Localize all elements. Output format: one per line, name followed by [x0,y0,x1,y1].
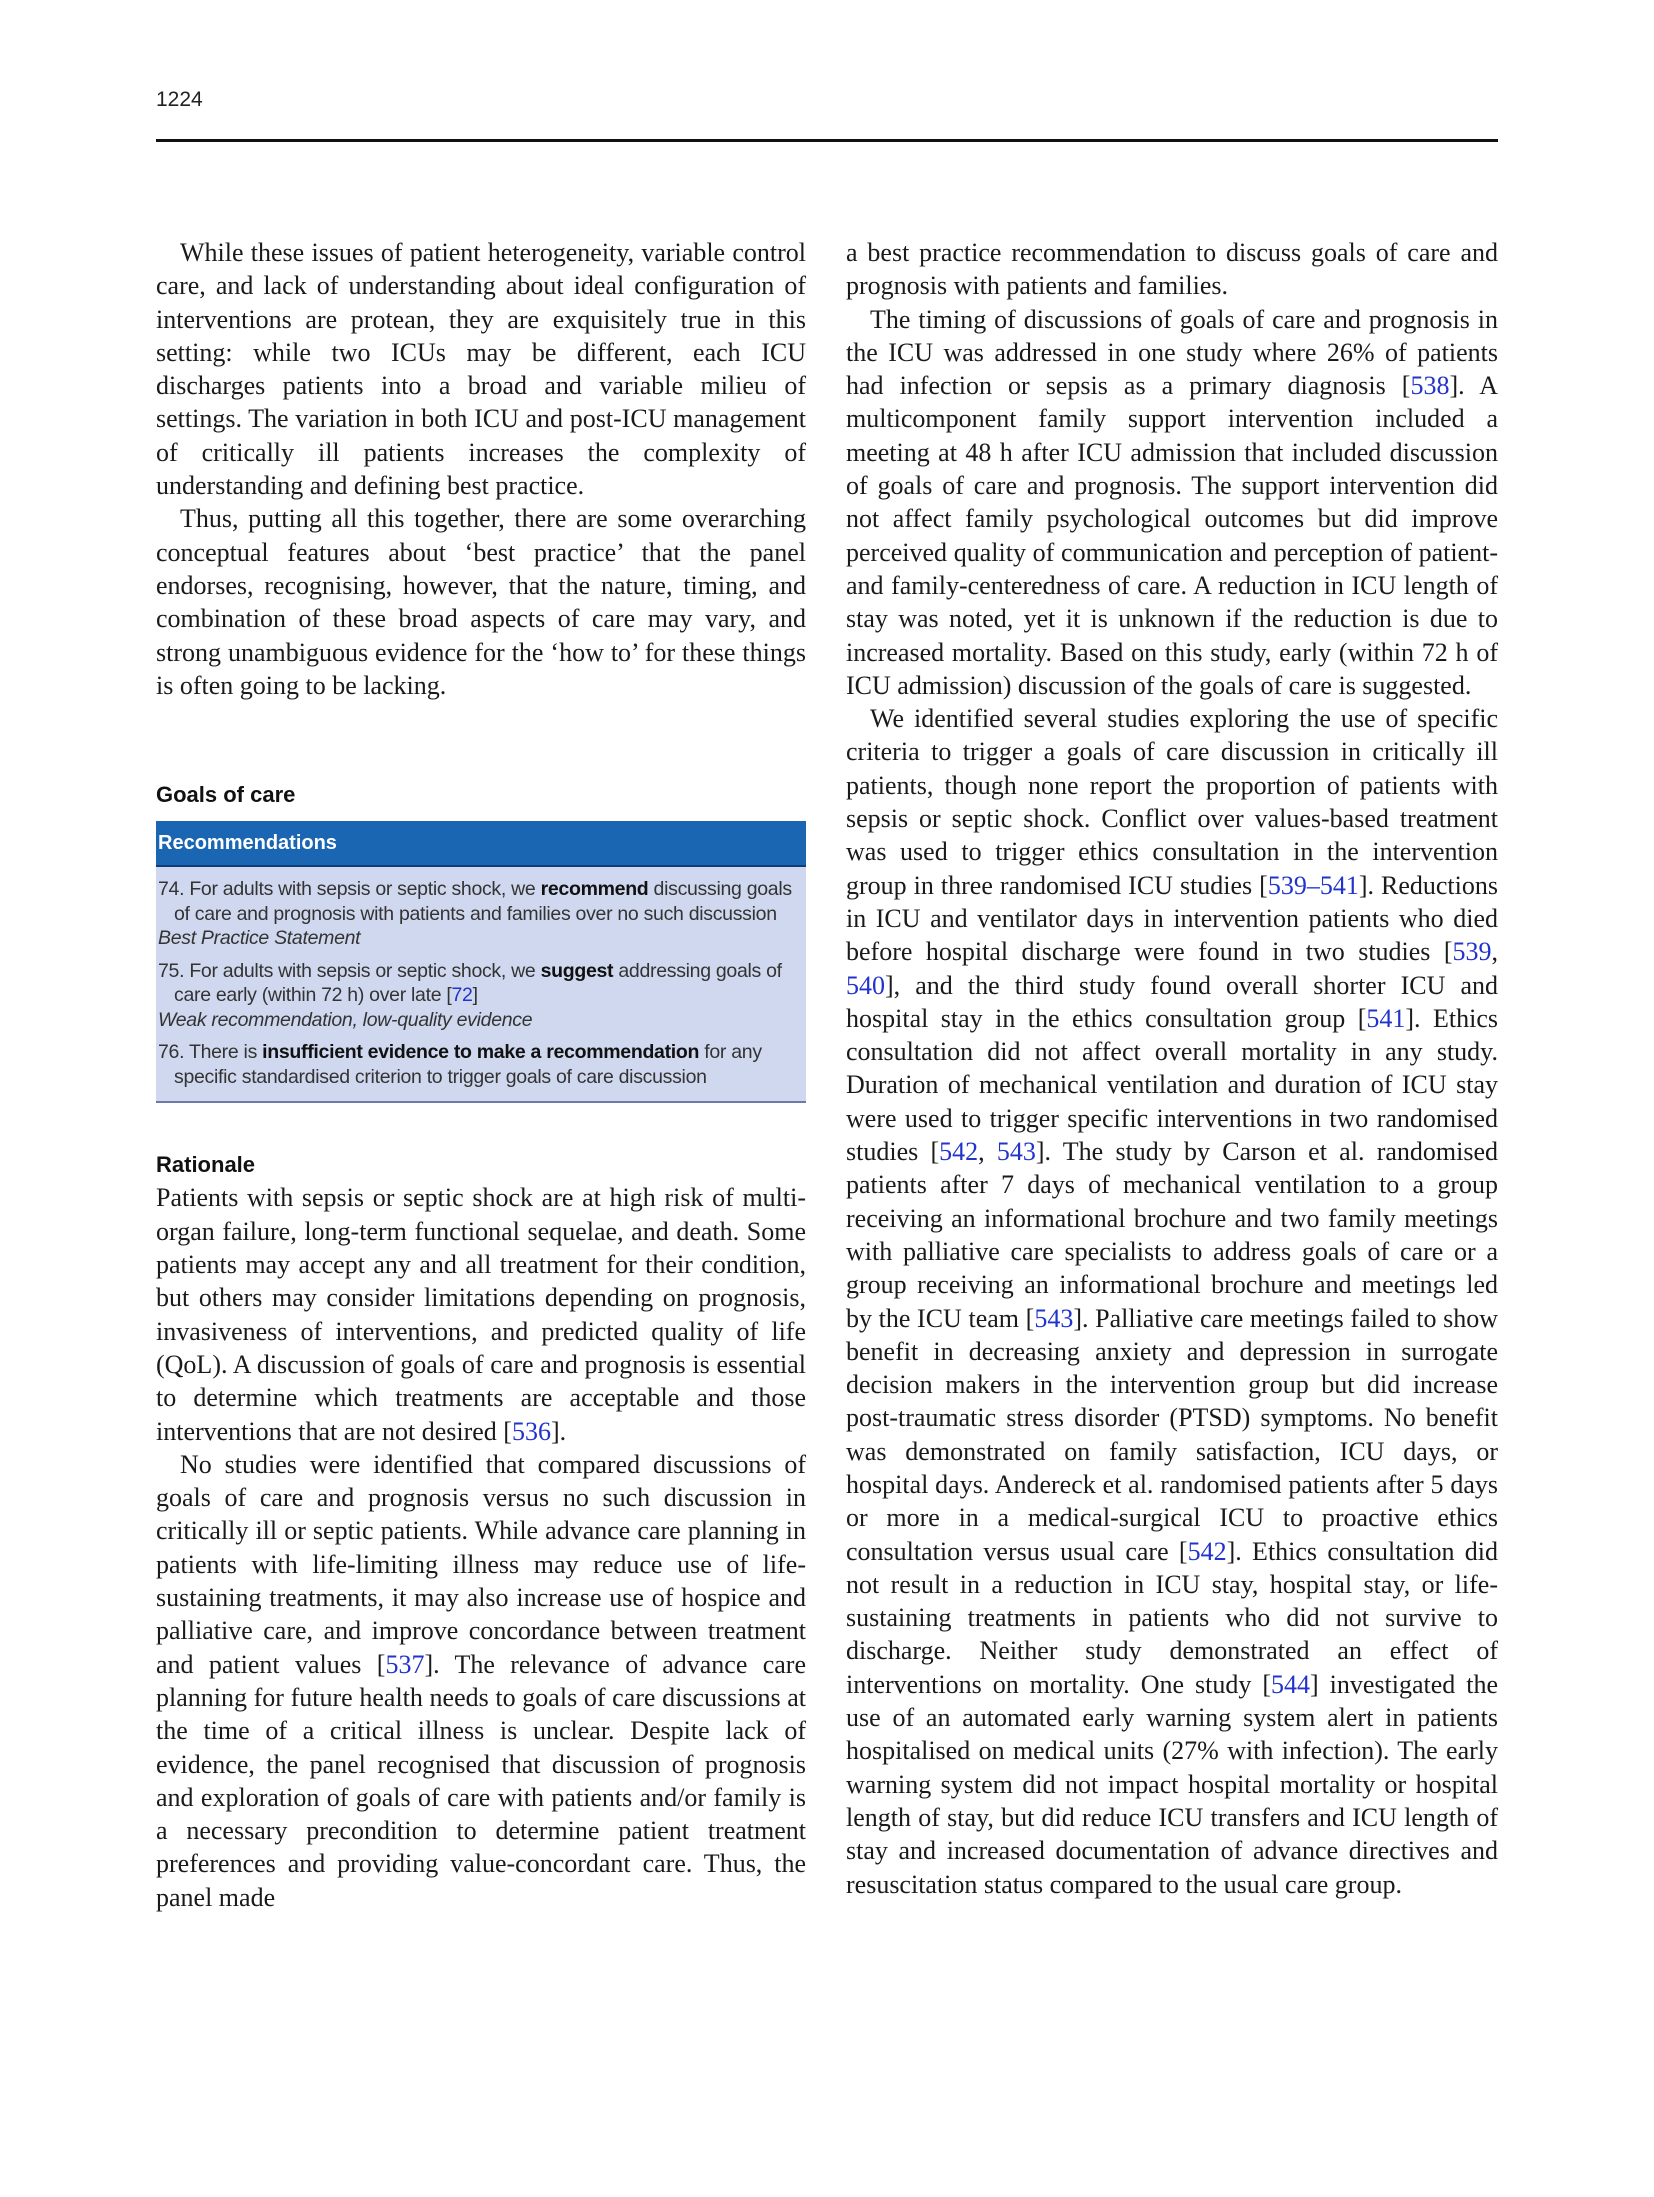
citation-link[interactable]: 539–541 [1267,870,1359,900]
citation-link[interactable]: 541 [1366,1003,1406,1033]
citation-link[interactable]: 542 [1187,1536,1227,1566]
right-paragraph-2: The timing of discussions of goals of care and prognosis in the ICU was addressed in one study where 26% of patients had infection or sepsis as a primary diagnosis [538]. A multicomponent family support intervention included a meeting at 48 h after ICU admission that included discussion of goals of care and prognosis. The support intervention did not affect family psychological outcomes but did improve perceived quality of communication and perception of patient- and family-centeredness of care. A reduction in ICU length of stay was noted, yet it is unknown if the reduction is due to increased mortality. Based on this study, early (within 72 h of ICU admission) discussion of the goals of care is suggested. [846,304,1499,700]
citation-link[interactable]: 539 [1452,937,1492,967]
recommendation-text: 75. For adults with sepsis or septic shock, we suggest addressing goals of care early (within 72 h) over late [72] [158,959,782,1007]
intro-paragraph-1: While these issues of patient heterogeneity, variable control care, and lack of understanding about ideal configuration of interventions are protean, they are exquisitely true in this setting: while two ICUs may be different, each ICU discharges patients into a broad and variable milieu of settings. The variation in both ICU and post-ICU management of critically ill patients increases the complexity of understanding and defining best practice. [156,238,806,501]
recommendation-76 [158,1040,802,1089]
citation-link[interactable]: 537 [385,1649,425,1679]
citation-link[interactable]: 544 [1271,1669,1311,1699]
right-paragraph-3: We identified several studies exploring the use of specific criteria to trigger a goals of care discussion in critically ill patients, though none report the proportion of patients with sepsis or septic shock. Conflict over values-based treatment was used to trigger ethics consultation in the intervention group in three randomised ICU studies [539–541]. Reductions in ICU and ventilator days in intervention patients who died before hospital discharge were found in two studies [539, 540], and the third study found overall shorter ICU and hospital stay in the ethics consultation group [541]. Ethics consultation did not affect overall mortality in any study. Duration of mechanical ventilation and duration of ICU stay were used to trigger specific interventions in two randomised studies [542, 543]. The study by Carson et al. randomised patients after 7 days of mechanical ventilation to a group receiving an informational brochure and two family meetings with palliative care specialists to address goals of care or a group receiving an informational brochure and meetings led by the ICU team [543]. Palliative care meetings failed to show benefit in decreasing anxiety and depression in surrogate decision makers in the intervention group but did increase post-traumatic stress disorder (PTSD) symptoms. No benefit was demonstrated on family satisfaction, ICU days, or hospital days. Andereck et al. randomised patients after 5 days or more in a medical-surgical ICU to proactive ethics consultation versus usual care [542]. Ethics consultation did not result in a reduction in ICU stay, hospital stay, or life-sustaining treatments in patients who did not survive to discharge. Neither study demonstrated an effect of interventions on mortality. One study [544] investigated the use of an automated early warning system alert in patients hospitalised on medical units (27% with infection). The early warning system did not impact hospital mortality or hospital length of stay, but did reduce ICU transfers and ICU length of stay and increased documentation of advance directives and resuscitation status compared to the usual care group. [846,704,1498,1899]
citation-link[interactable]: 542 [939,1137,979,1167]
citation-link[interactable]: 538 [1410,371,1450,401]
section-heading-rationale: Rationale [156,1152,256,1178]
recommendation-text: 76. There is insufficient evidence to make a recommendation for any specific standardised criterion to trigger goals of care discussion [158,1041,762,1088]
header-rule [156,139,1498,142]
right-paragraph-1: a best practice recommendation to discuss goals of care and prognosis with patients and families. [846,238,1498,301]
recommendations-header: Recommendations [156,821,806,867]
citation-link[interactable]: 72 [451,984,473,1007]
rationale-paragraph-2: No studies were identified that compared discussions of goals of care and prognosis versus no such discussion in critically ill or septic patients. While advance care planning in patients with life-limiting illness may reduce use of life-sustaining treatments, it may also increase use of hospice and palliative care, and improve concordance between treatment and patient values [537]. The relevance of advance care planning for future health needs to goals of care discussions at the time of a critical illness is unclear. Despite lack of evidence, the panel recognised that discussion of prognosis and exploration of goals of care with patients and/or family is a necessary precondition to determine patient treatment preferences and providing value-concordant care. Thus, the panel made [156,1449,806,1912]
recommendation-75 [158,959,802,1033]
intro-paragraph-2: Thus, putting all this together, there are some overarching conceptual features about ‘best practice’ that the panel endorses, recognising, however, that the nature, timing, and combination of these broad aspects of care may vary, and strong unambiguous evidence for the ‘how to’ for these things is often going to be lacking. [156,504,806,700]
recommendation-74 [158,877,802,951]
right-column [846,236,1498,1901]
citation-link[interactable]: 543 [1034,1303,1074,1333]
citation-link[interactable]: 543 [996,1137,1036,1167]
recommendation-grade: Best Practice Statement [158,927,361,950]
recommendations-body [156,867,806,1101]
recommendations-box [156,821,806,1103]
citation-link[interactable]: 540 [846,970,885,1000]
rationale-paragraph-1: Patients with sepsis or septic shock are at high risk of multi-organ failure, long-term functional sequelae, and death. Some patients may accept any and all treatment for their condition, but others may consider limitations depending on prognosis, invasiveness of interventions, and predicted quality of life (QoL). A discussion of goals of care and prognosis is essential to determine which treatments are acceptable and those interventions that are not desired [536]. [156,1183,806,1446]
citation-link[interactable]: 536 [511,1416,551,1446]
page-number: 1224 [156,88,203,111]
recommendation-text: 74. For adults with sepsis or septic shock, we recommend discussing goals of care and prognosis with patients and families over no such discussion [158,878,792,925]
recommendation-grade: Weak recommendation, low-quality evidence [158,1008,533,1031]
left-column [156,236,806,1914]
section-heading-goals-of-care: Goals of care [156,782,296,808]
